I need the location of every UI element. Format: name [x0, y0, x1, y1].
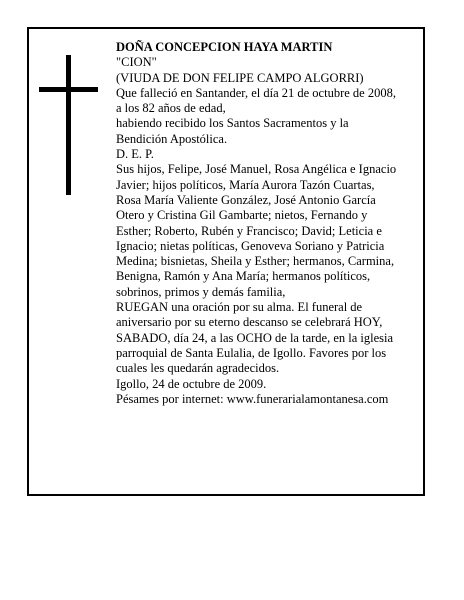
cross-icon-horizontal-bar — [39, 87, 98, 92]
request-line: aniversario por su eterno descanso se celebrará HOY, — [116, 315, 383, 330]
obituary-text — [116, 40, 421, 407]
death-line: Bendición Apostólica. — [116, 131, 228, 146]
cross-icon-vertical-bar — [66, 55, 71, 195]
death-line: a los 82 años de edad, — [116, 101, 226, 116]
death-line: habiendo recibido los Santos Sacramentos y la — [116, 116, 349, 131]
family-line: sobrinos, primos y demás familia, — [116, 284, 286, 299]
request-line: parroquial de Santa Eulalia, de Igollo. Favores por los — [116, 345, 387, 360]
condolences-line: Pésames por internet: www.funerarialamontanesa.com — [116, 391, 389, 406]
death-line: Que falleció en Santander, el día 21 de octubre de 2008, — [116, 85, 396, 100]
family-line: Otero y Cristina Gil Gambarte; nietos, Fernando y — [116, 208, 368, 223]
family-line: Sus hijos, Felipe, José Manuel, Rosa Angélica e Ignacio — [116, 162, 397, 177]
family-line: Esther; Roberto, Rubén y Francisco; David; Leticia e — [116, 223, 382, 238]
deceased-nickname: "CION" — [116, 55, 157, 70]
request-line: cuales les quedarán agradecidos. — [116, 361, 280, 376]
family-line: Ignacio; nietas políticas, Genoveva Soriano y Patricia — [116, 238, 385, 253]
family-line: Javier; hijos políticos, María Aurora Tazón Cuartas, — [116, 177, 375, 192]
deceased-name: DOÑA CONCEPCION HAYA MARTIN — [116, 40, 333, 54]
family-line: Rosa María Valiente González, José Antonio García — [116, 192, 376, 207]
family-line: Benigna, Ramón y Ana María; hermanos políticos, — [116, 269, 371, 284]
rip-line: D. E. P. — [116, 147, 154, 162]
widow-of-line: (VIUDA DE DON FELIPE CAMPO ALGORRI) — [116, 70, 364, 85]
request-line: RUEGAN una oración por su alma. El funeral de — [116, 300, 363, 315]
family-line: Medina; bisnietas, Sheila y Esther; hermanos, Carmina, — [116, 254, 395, 269]
request-line: SABADO, día 24, a las OCHO de la tarde, en la iglesia — [116, 330, 394, 345]
place-date-line: Igollo, 24 de octubre de 2009. — [116, 376, 267, 391]
